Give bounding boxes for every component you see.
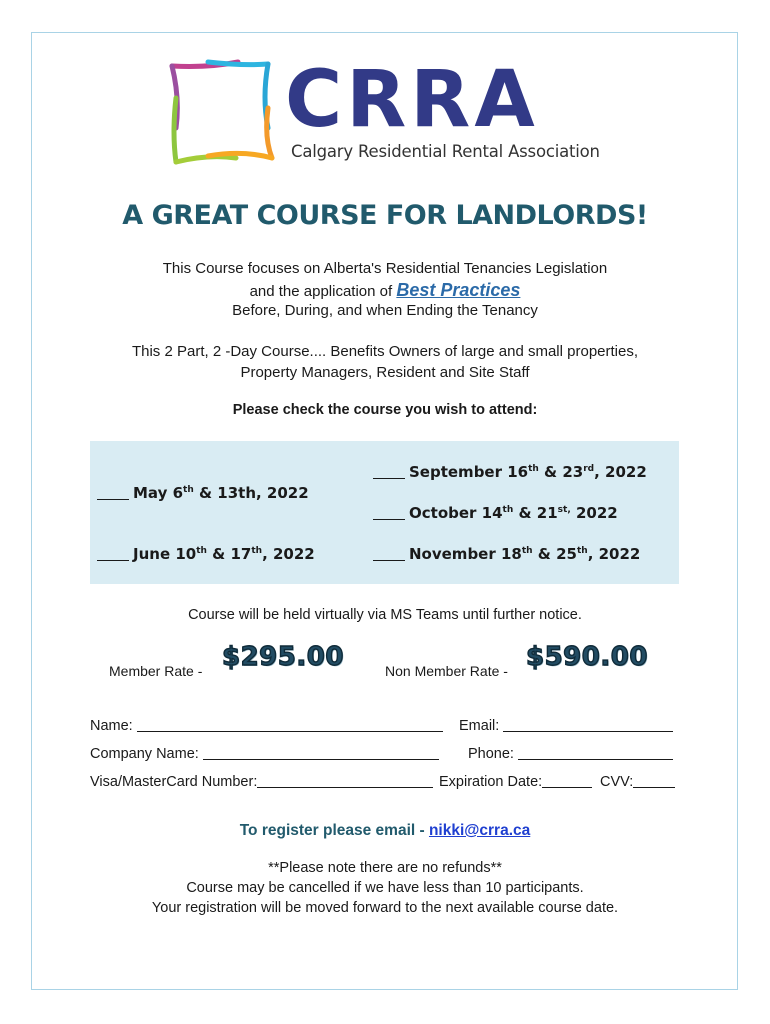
email-label: Email: <box>459 718 500 734</box>
nonmember-rate-label: Non Member Rate - <box>385 663 508 679</box>
course-option-june[interactable]: June 10th & 17th, 2022 <box>97 545 315 563</box>
cvv-input-line[interactable] <box>633 787 675 788</box>
email-input-line[interactable] <box>503 731 673 732</box>
name-label: Name: <box>90 718 133 734</box>
checkbox-blank[interactable] <box>97 560 129 561</box>
logo-subtitle: Calgary Residential Rental Association <box>291 142 600 161</box>
checkbox-blank[interactable] <box>373 478 405 479</box>
moved-forward-note: Your registration will be moved forward to the next available course date. <box>151 900 619 916</box>
card-input-line[interactable] <box>257 787 433 788</box>
course-option-november[interactable]: November 18th & 25th, 2022 <box>373 545 640 563</box>
member-price: $295.00 <box>222 642 344 672</box>
cvv-field[interactable] <box>600 774 675 790</box>
page-title: A GREAT COURSE FOR LANDLORDS! <box>122 200 648 231</box>
intro-line-3: Before, During, and when Ending the Tenancy <box>232 302 538 319</box>
intro-line-1: This Course focuses on Alberta's Residential Tenancies Legislation <box>162 260 608 277</box>
nonmember-price: $590.00 <box>526 642 648 672</box>
register-email-link[interactable]: nikki@crra.ca <box>428 822 531 839</box>
company-label: Company Name: <box>90 746 199 762</box>
checkbox-blank[interactable] <box>373 560 405 561</box>
register-prefix: To register please email - <box>239 822 429 839</box>
course-option-may[interactable]: May 6th & 13th, 2022 <box>97 484 309 502</box>
checkbox-blank[interactable] <box>97 499 129 500</box>
expiry-field[interactable] <box>439 774 592 790</box>
member-rate-label: Member Rate - <box>109 663 203 679</box>
checkbox-blank[interactable] <box>373 519 405 520</box>
expiry-label: Expiration Date: <box>439 774 543 790</box>
virtual-note: Course will be held virtually via MS Teams until further notice. <box>188 607 582 623</box>
expiry-input-line[interactable] <box>542 787 592 788</box>
benefits-line-1: This 2 Part, 2 -Day Course.... Benefits Owners of large and small properties, <box>131 343 639 360</box>
name-field[interactable] <box>90 718 443 734</box>
phone-label: Phone: <box>468 746 514 762</box>
intro-line-2-prefix: and the application of <box>249 283 397 300</box>
company-field[interactable] <box>90 746 439 762</box>
card-field[interactable] <box>90 774 433 790</box>
course-option-september[interactable]: September 16th & 23rd, 2022 <box>373 463 647 481</box>
cancellation-note: Course may be cancelled if we have less than 10 participants. <box>186 880 584 896</box>
card-label: Visa/MasterCard Number: <box>90 774 258 790</box>
register-line <box>0 822 770 840</box>
email-field[interactable] <box>459 718 673 734</box>
cvv-label: CVV: <box>600 774 634 790</box>
course-option-october[interactable]: October 14th & $21^{st,}$ 2022 <box>373 504 618 522</box>
name-input-line[interactable] <box>137 731 443 732</box>
benefits-line-2: Property Managers, Resident and Site Staff <box>240 364 530 381</box>
logo-wordmark: CRRA <box>285 55 539 145</box>
best-practices-text: Best Practices <box>396 280 521 300</box>
company-input-line[interactable] <box>203 759 439 760</box>
phone-input-line[interactable] <box>518 759 673 760</box>
check-prompt: Please check the course you wish to attend: <box>232 402 538 418</box>
no-refunds-note: **Please note there are no refunds** <box>268 860 502 876</box>
phone-field[interactable] <box>468 746 673 762</box>
intro-line-2 <box>0 280 770 301</box>
